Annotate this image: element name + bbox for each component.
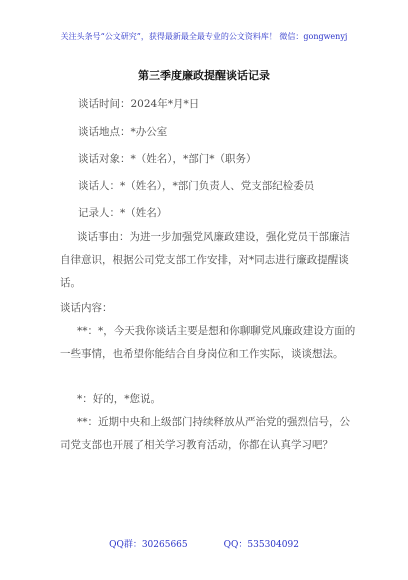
dialogue-text-3: **：近期中央和上级部门持续释放从严治党的强烈信号，公司党支部也开展了相关学习教育活动，你都在认真学习吧？: [60, 416, 350, 451]
dialogue-paragraph-2: [60, 388, 358, 411]
dialogue-text-1: **：*，今天我你谈话主要是想和你聊聊党风廉政建设方面的一些事情，也希望你能结合自身岗位和工作实际，谈谈想法。: [60, 325, 356, 360]
meta-target: 谈话对象：*（姓名），*部门*（职务）: [78, 153, 257, 165]
footer-qq-group: QQ群：30265665: [109, 540, 188, 550]
header-banner: 关注头条号“公文研究”，获得最新最全最专业的公文资料库！ 微信：gongwenyj: [60, 32, 348, 41]
meta-recorder: 记录人：*（姓名）: [78, 207, 168, 219]
meta-speaker: 谈话人：*（姓名），*部门负责人、党支部纪检委员: [78, 180, 315, 192]
dialogue-paragraph-1: [60, 320, 358, 366]
footer-qq: QQ：535304092: [223, 540, 299, 550]
content-label: 谈话内容：: [60, 302, 113, 314]
reason-text: 谈话事由：为进一步加强党风廉政建设，强化党员干部廉洁自律意识，根据公司党支部工作安排，对*同志进行廉政提醒谈话。: [60, 231, 350, 289]
document-title: 第三季度廉政提醒谈话记录: [138, 69, 270, 82]
meta-place: 谈话地点：*办公室: [78, 126, 168, 138]
dialogue-text-2: *：好的，*您说。: [77, 393, 161, 405]
meta-time: 谈话时间：2024年*月*日: [78, 98, 200, 110]
dialogue-paragraph-3: [60, 411, 358, 457]
footer-contacts: [0, 537, 408, 550]
reason-paragraph: [60, 226, 358, 295]
